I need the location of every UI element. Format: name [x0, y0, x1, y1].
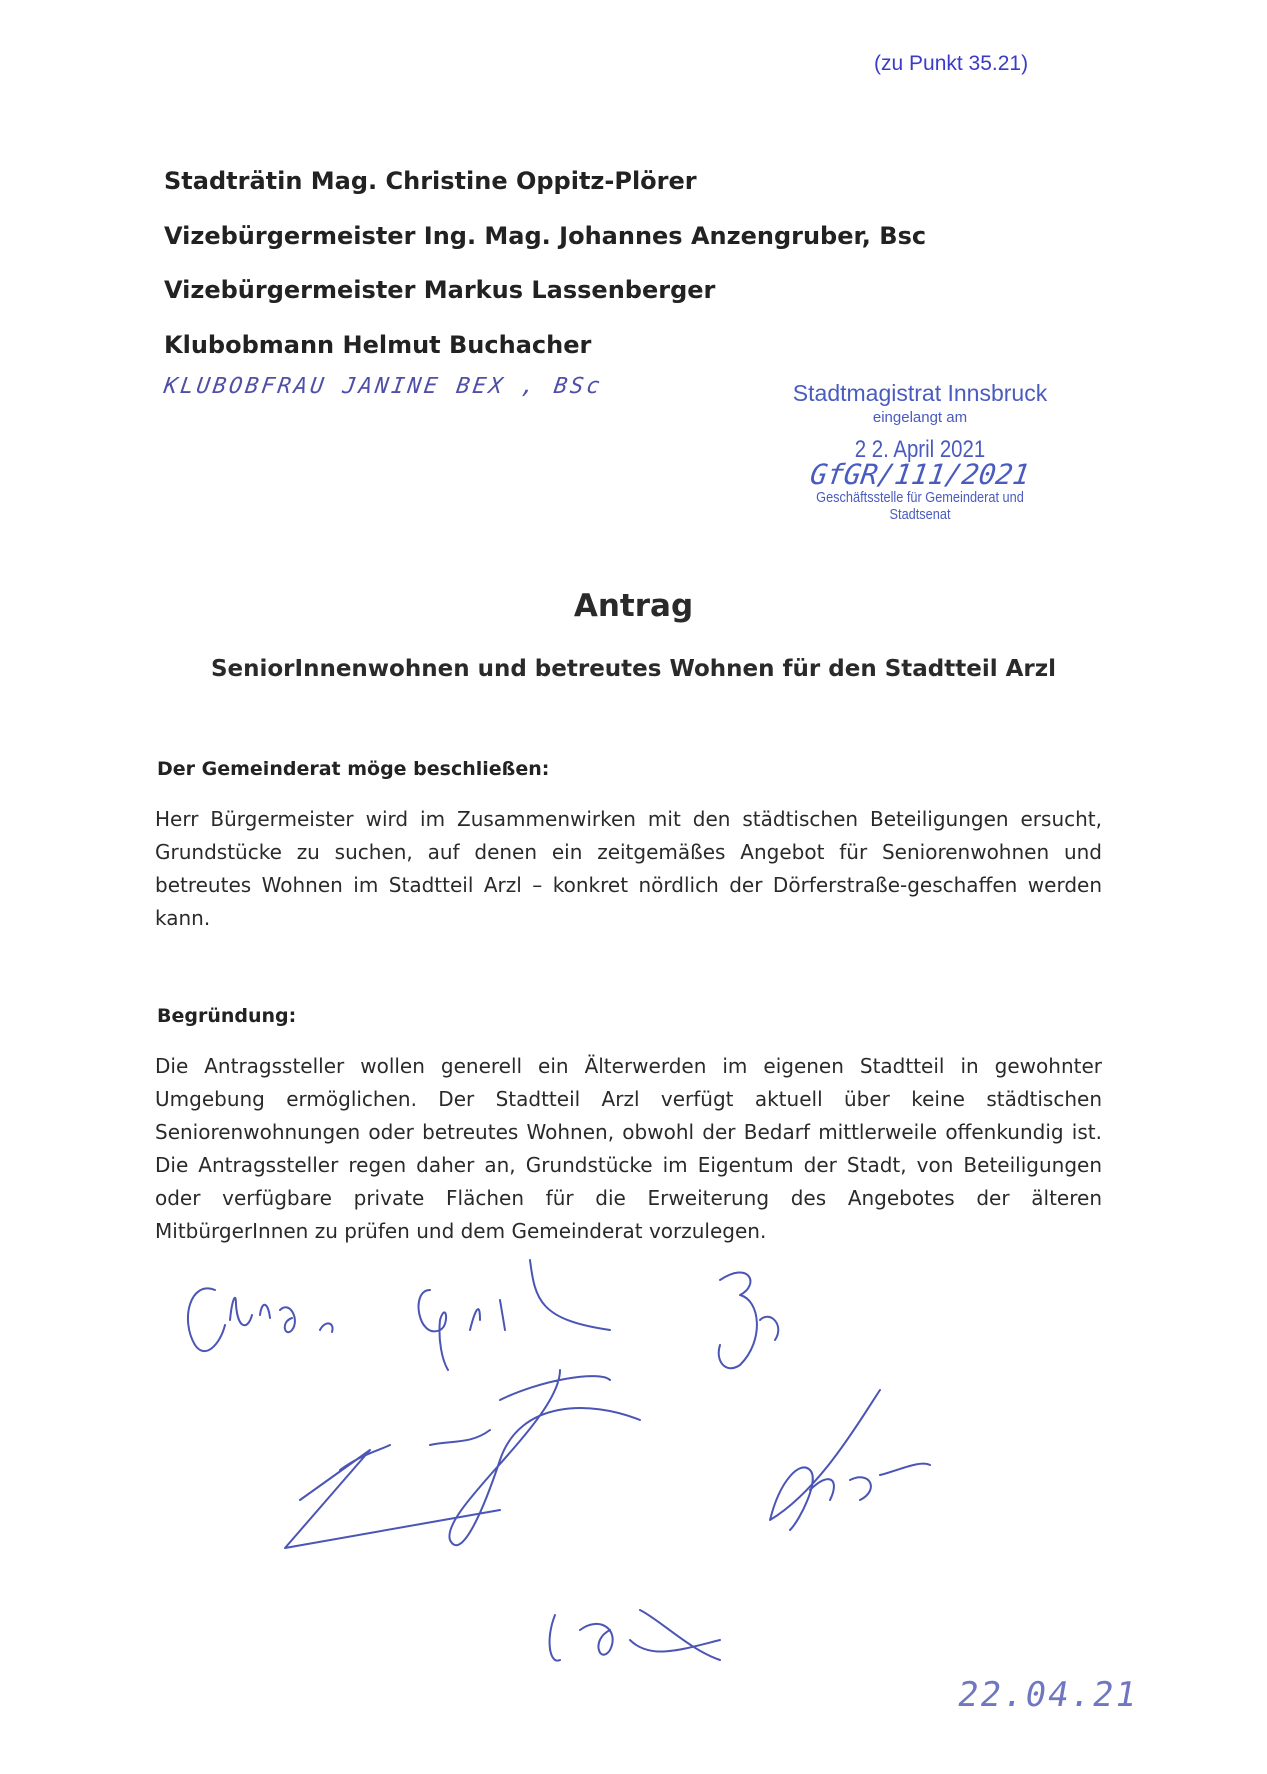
- stamp-reference-number: GfGR/111/2021: [808, 458, 1032, 491]
- applicant-3: Vizebürgermeister Markus Lassenberger: [164, 276, 716, 304]
- stamp-organization: Stadtmagistrat Innsbruck: [792, 380, 1048, 406]
- motion-heading: Der Gemeinderat möge beschließen:: [157, 758, 550, 780]
- signature-bex: [550, 1610, 720, 1661]
- applicant-2: Vizebürgermeister Ing. Mag. Johannes Anzengruber, Bsc: [164, 222, 927, 250]
- signature-lassenberger: [285, 1370, 640, 1548]
- stamp-date: 2 2. April 2021: [854, 436, 986, 463]
- justification-heading: Begründung:: [157, 1005, 297, 1027]
- justification-text: Die Antragssteller wollen generell ein Älterwerden im eigenen Stadtteil in gewohnter Umgebung ermöglichen. Der Stadtteil Arzl verfügt aktuell über keine städtischen Seniorenwohnungen oder betreutes Wohnen, obwohl der Bedarf mittlerweile offenkundig ist. Die Antragssteller regen daher an, Grundstücke im Eigentum der Stadt, von Beteiligungen oder verfügbare private Flächen für die Erweiterung des Angebotes der älteren MitbürgerInnen zu prüfen und dem Gemeinderat vorzulegen.: [155, 1054, 1102, 1243]
- applicant-4: Klubobmann Helmut Buchacher: [164, 331, 592, 359]
- signature-buchacher: [770, 1390, 930, 1530]
- signature-oppitz: [188, 1260, 610, 1370]
- motion-text: Herr Bürgermeister wird im Zusammenwirken mit den städtischen Beteiligungen ersucht, Grundstücke zu suchen, auf denen ein zeitgemäßes Angebot für Seniorenwohnen und betreutes Wohnen im Stadtteil Arzl – konkret nördlich der Dörferstraße-geschaffen werden kann.: [155, 807, 1102, 930]
- handwritten-applicant: KLUBOBFRAU JANINE BEX , BSc: [162, 374, 605, 399]
- agenda-reference: (zu Punkt 35.21): [874, 52, 1029, 75]
- stamp-received-label: eingelangt am: [872, 409, 968, 426]
- applicant-1: Stadträtin Mag. Christine Oppitz-Plörer: [164, 167, 697, 195]
- document-title: Antrag: [573, 588, 694, 624]
- signature-anzengruber: [719, 1272, 779, 1368]
- stamp-office: Geschäftsstelle für Gemeinderat und Stadtsenat: [816, 489, 1024, 523]
- document-subtitle: SeniorInnenwohnen und betreutes Wohnen für den Stadtteil Arzl: [210, 656, 1057, 682]
- handwritten-date: 22.04.21: [954, 1675, 1142, 1715]
